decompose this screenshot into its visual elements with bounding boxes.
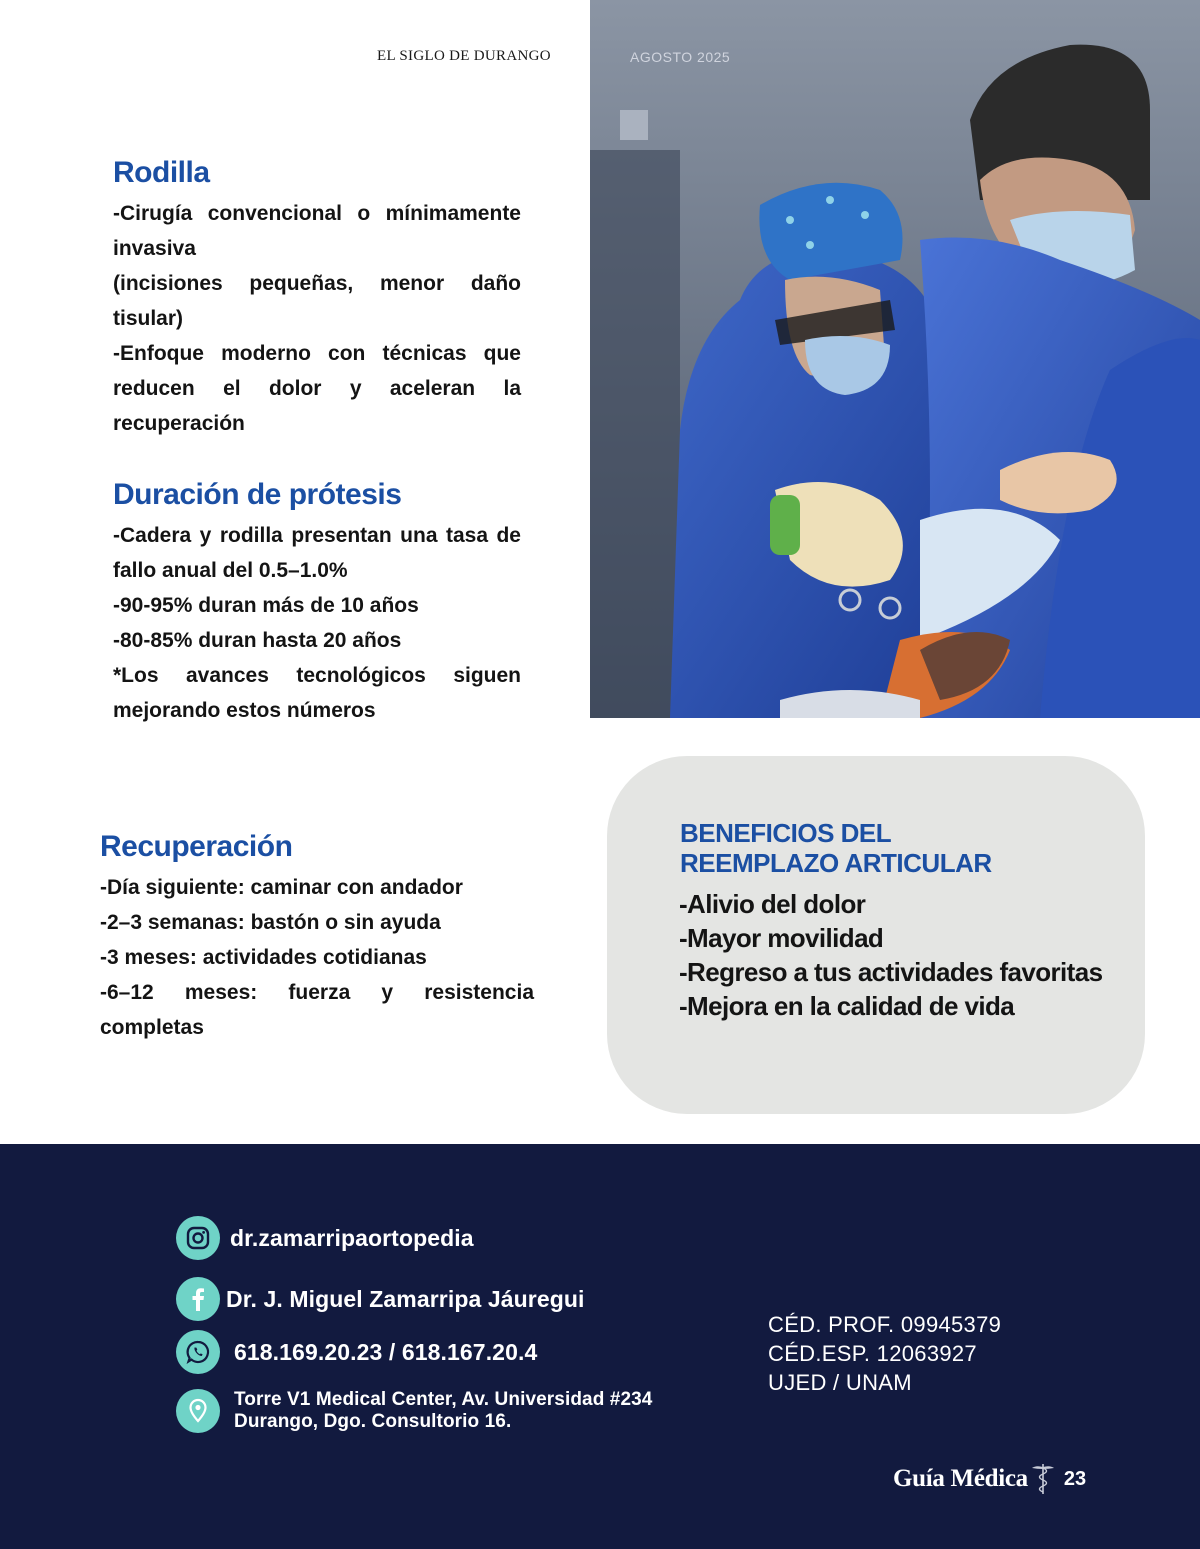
facebook-name: Dr. J. Miguel Zamarripa Jáuregui [226, 1285, 585, 1312]
rodilla-heading: Rodilla [113, 156, 210, 189]
address-contact[interactable] [176, 1389, 652, 1433]
brand-name: Guía Médica [893, 1465, 1028, 1492]
recuperacion-line-1: -Día siguiente: caminar con andador [100, 876, 463, 899]
address-line-2: Durango, Dgo. Consultorio 16. [234, 1411, 512, 1432]
publication-name: EL SIGLO DE DURANGO [377, 48, 551, 64]
cedula-profesional: CÉD. PROF. 09945379 [768, 1312, 1002, 1337]
contact-footer [0, 1144, 1200, 1549]
university-names: UJED / UNAM [768, 1370, 912, 1395]
facebook-contact[interactable] [176, 1277, 585, 1321]
rodilla-line-2: (incisiones pequeñas, menor daño tisular) [113, 272, 521, 330]
section-recuperacion [100, 830, 534, 1045]
section-rodilla [113, 156, 521, 441]
recuperacion-line-2: -2–3 semanas: bastón o sin ayuda [100, 911, 441, 934]
benefits-heading-line-2: REEMPLAZO ARTICULAR [680, 848, 992, 878]
recuperacion-line-3: -3 meses: actividades cotidianas [100, 946, 427, 969]
address-line-1: Torre V1 Medical Center, Av. Universidad #234 [234, 1389, 653, 1410]
whatsapp-phone: 618.169.20.23 / 618.167.20.4 [234, 1338, 538, 1365]
benefit-item: -Alivio del dolor [679, 889, 866, 919]
page-number: 23 [1063, 1467, 1087, 1490]
benefits-box [607, 756, 1145, 1114]
benefits-heading-line-1: BENEFICIOS DEL [680, 818, 892, 848]
caduceus-icon [1028, 1462, 1058, 1496]
benefits-list [679, 887, 1102, 1023]
instagram-contact[interactable] [176, 1216, 474, 1260]
recuperacion-heading: Recuperación [100, 830, 293, 863]
address-text [234, 1389, 652, 1433]
surgery-photo [590, 0, 1200, 718]
benefit-item: -Mejora en la calidad de vida [679, 991, 1015, 1021]
instagram-handle: dr.zamarripaortopedia [230, 1224, 474, 1251]
location-pin-icon [176, 1389, 220, 1433]
duracion-line-1: -Cadera y rodilla presentan una tasa de fallo anual del 0.5–1.0% [113, 524, 521, 582]
cedula-especialidad: CÉD.ESP. 12063927 [768, 1341, 977, 1366]
benefit-item: -Mayor movilidad [679, 923, 884, 953]
duracion-line-3: -80-85% duran hasta 20 años [113, 629, 402, 652]
duracion-line-4: *Los avances tecnológicos siguen mejorando estos números [113, 664, 521, 722]
whatsapp-contact[interactable] [176, 1330, 537, 1374]
credentials-block [768, 1310, 1001, 1397]
instagram-icon [176, 1216, 220, 1260]
recuperacion-line-4: -6–12 meses: fuerza y resistencia completas [100, 981, 534, 1039]
rodilla-line-1: -Cirugía convencional o mínimamente invasiva [113, 202, 521, 260]
brand-footer [893, 1462, 1086, 1496]
section-duracion-protesis [113, 478, 521, 728]
whatsapp-icon [176, 1330, 220, 1374]
duracion-line-2: -90-95% duran más de 10 años [113, 594, 419, 617]
facebook-icon [176, 1277, 220, 1321]
rodilla-line-3: -Enfoque moderno con técnicas que reducen el dolor y aceleran la recuperación [113, 342, 521, 435]
duracion-heading: Duración de prótesis [113, 478, 402, 511]
benefit-item: -Regreso a tus actividades favoritas [679, 957, 1103, 987]
benefits-heading [680, 818, 992, 878]
issue-date: AGOSTO 2025 [630, 49, 731, 65]
